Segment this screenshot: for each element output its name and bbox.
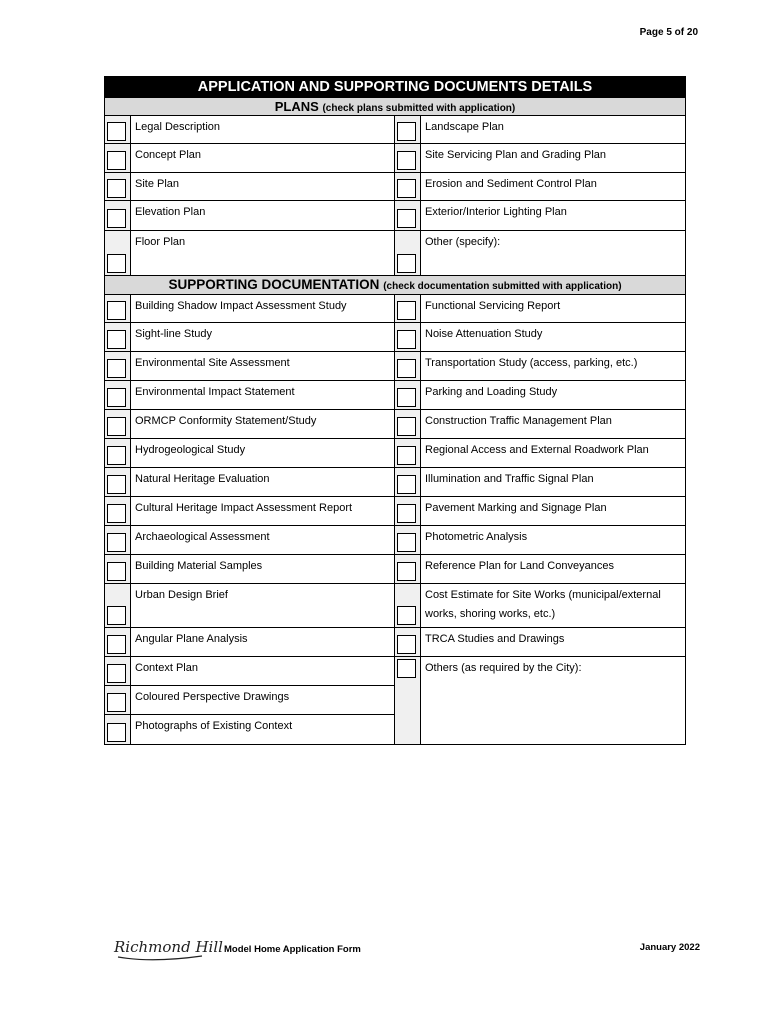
checkbox[interactable]	[397, 446, 416, 465]
checkbox[interactable]	[107, 330, 126, 349]
item-label: Photographs of Existing Context	[135, 720, 293, 732]
checkbox[interactable]	[397, 562, 416, 581]
item-label: Building Material Samples	[135, 560, 263, 572]
item-label: Legal Description	[135, 121, 220, 133]
checkbox[interactable]	[397, 659, 416, 678]
table-row	[105, 497, 685, 526]
footer-date: January 2022	[639, 942, 700, 953]
item-label: Other (specify):	[425, 236, 501, 248]
checkbox[interactable]	[397, 209, 416, 228]
footer-form-name: Model Home Application Form	[224, 944, 361, 955]
item-label: Environmental Impact Statement	[135, 386, 295, 398]
checkbox[interactable]	[107, 417, 126, 436]
table-row	[105, 526, 685, 555]
checkbox[interactable]	[107, 635, 126, 654]
supporting-subheading: (check documentation submitted with application)	[383, 281, 622, 292]
checkbox[interactable]	[107, 664, 126, 683]
checkbox[interactable]	[397, 475, 416, 494]
item-label: Building Shadow Impact Assessment Study	[135, 300, 347, 312]
page-number: Page 5 of 20	[639, 27, 698, 38]
checkbox[interactable]	[107, 446, 126, 465]
form-title: APPLICATION AND SUPPORTING DOCUMENTS DETAILS	[105, 77, 685, 97]
checkbox[interactable]	[397, 122, 416, 141]
plans-table	[105, 116, 685, 275]
item-label: Site Plan	[135, 178, 180, 190]
item-label: Site Servicing Plan and Grading Plan	[425, 149, 606, 161]
table-row	[105, 584, 685, 628]
supporting-heading: SUPPORTING DOCUMENTATION	[168, 277, 380, 292]
table-row	[105, 352, 685, 381]
checkbox[interactable]	[397, 504, 416, 523]
supporting-section-heading	[105, 275, 685, 295]
item-label: Exterior/Interior Lighting Plan	[425, 206, 567, 218]
plans-subheading: (check plans submitted with application)	[322, 103, 516, 114]
table-row	[105, 173, 685, 201]
checkbox[interactable]	[107, 122, 126, 141]
item-label: Noise Attenuation Study	[425, 328, 543, 340]
item-label: Hydrogeological Study	[135, 444, 246, 456]
checkbox[interactable]	[107, 475, 126, 494]
table-row	[105, 295, 685, 323]
checkbox[interactable]	[397, 151, 416, 170]
item-label: Environmental Site Assessment	[135, 357, 290, 369]
logo-text: Richmond Hill	[114, 938, 223, 956]
checkbox[interactable]	[397, 254, 416, 273]
checkbox[interactable]	[397, 179, 416, 198]
checkbox[interactable]	[107, 606, 126, 625]
item-label: Urban Design Brief	[135, 589, 228, 601]
table-row	[105, 468, 685, 497]
checkbox[interactable]	[107, 301, 126, 320]
checkbox[interactable]	[107, 723, 126, 742]
item-label: Transportation Study (access, parking, etc.)	[425, 357, 638, 369]
item-label: Cost Estimate for Site Works (municipal/external works, shoring works, etc.)	[425, 589, 661, 620]
richmond-hill-logo	[112, 930, 223, 966]
item-label: Angular Plane Analysis	[135, 633, 248, 645]
item-label: Regional Access and External Roadwork Plan	[425, 444, 649, 456]
item-label: Cultural Heritage Impact Assessment Report	[135, 502, 353, 514]
table-row	[105, 410, 685, 439]
item-label: Archaeological Assessment	[135, 531, 270, 543]
checkbox[interactable]	[107, 504, 126, 523]
checkbox[interactable]	[107, 388, 126, 407]
table-row	[105, 116, 685, 144]
item-label: ORMCP Conformity Statement/Study	[135, 415, 317, 427]
checkbox[interactable]	[397, 330, 416, 349]
item-label: Functional Servicing Report	[425, 300, 561, 312]
documents-form	[104, 76, 686, 745]
item-label: Floor Plan	[135, 236, 186, 248]
item-label: Photometric Analysis	[425, 531, 528, 543]
table-row	[105, 555, 685, 584]
checkbox[interactable]	[397, 635, 416, 654]
table-row	[105, 201, 685, 231]
item-label: Coloured Perspective Drawings	[135, 691, 290, 703]
item-label: Sight-line Study	[135, 328, 213, 340]
checkbox[interactable]	[397, 301, 416, 320]
checkbox[interactable]	[107, 562, 126, 581]
checkbox[interactable]	[107, 209, 126, 228]
item-label: Reference Plan for Land Conveyances	[425, 560, 614, 572]
item-label: Illumination and Traffic Signal Plan	[425, 473, 594, 485]
item-label: Construction Traffic Management Plan	[425, 415, 612, 427]
item-label: Erosion and Sediment Control Plan	[425, 178, 597, 190]
checkbox[interactable]	[397, 606, 416, 625]
checkbox[interactable]	[107, 693, 126, 712]
checkbox[interactable]	[397, 359, 416, 378]
checkbox[interactable]	[107, 533, 126, 552]
table-row	[105, 144, 685, 173]
item-label: Landscape Plan	[425, 121, 504, 133]
table-row	[105, 439, 685, 468]
item-label: Others (as required by the City):	[425, 662, 582, 674]
table-row	[105, 323, 685, 352]
checkbox[interactable]	[397, 388, 416, 407]
checkbox[interactable]	[397, 533, 416, 552]
item-label: Concept Plan	[135, 149, 202, 161]
checkbox[interactable]	[397, 417, 416, 436]
checkbox[interactable]	[107, 151, 126, 170]
supporting-table	[105, 295, 685, 744]
item-label: Pavement Marking and Signage Plan	[425, 502, 607, 514]
plans-section-heading	[105, 97, 685, 116]
item-label: TRCA Studies and Drawings	[425, 633, 565, 645]
checkbox[interactable]	[107, 359, 126, 378]
table-row	[105, 628, 685, 657]
checkbox[interactable]	[107, 179, 126, 198]
checkbox[interactable]	[107, 254, 126, 273]
table-row	[105, 231, 685, 275]
item-label: Natural Heritage Evaluation	[135, 473, 270, 485]
table-row	[105, 657, 685, 744]
table-row	[105, 381, 685, 410]
item-label: Elevation Plan	[135, 206, 206, 218]
item-label: Parking and Loading Study	[425, 386, 558, 398]
item-label: Context Plan	[135, 662, 198, 674]
plans-heading: PLANS	[274, 99, 319, 114]
